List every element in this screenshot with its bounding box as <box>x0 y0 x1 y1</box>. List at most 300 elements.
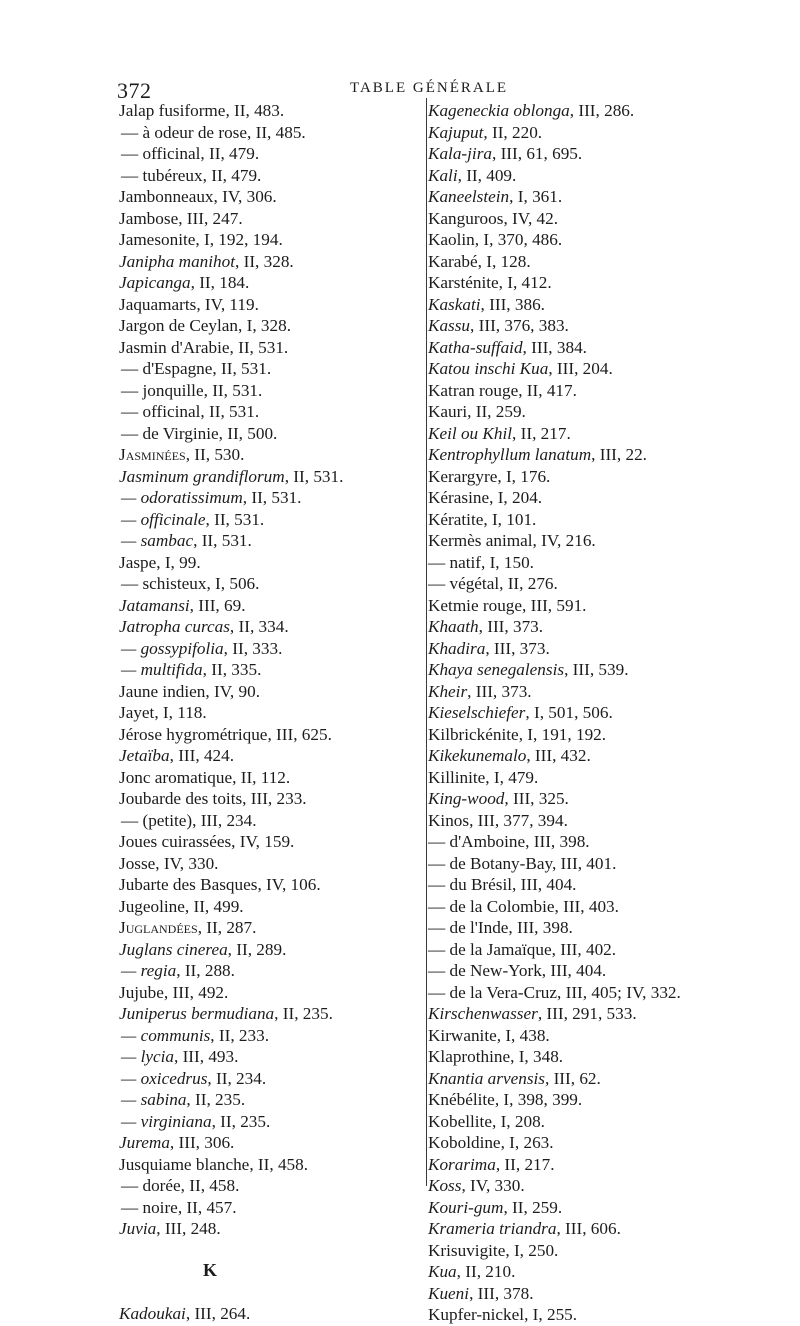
entry-term: Kilbrickénite <box>428 724 519 744</box>
index-entry <box>119 1068 419 1090</box>
index-entry <box>119 1197 419 1219</box>
index-entry <box>119 423 419 445</box>
index-entry <box>119 1132 419 1154</box>
entry-reference: , III, 405; IV, 332. <box>557 982 681 1002</box>
index-entry <box>119 896 419 918</box>
index-entry <box>119 1046 419 1068</box>
index-entry <box>425 1111 755 1133</box>
entry-reference: , II, 417. <box>518 380 577 400</box>
index-entry <box>425 638 755 660</box>
entry-term: — de Botany-Bay <box>428 853 552 873</box>
entry-reference: , I, 438. <box>496 1025 550 1045</box>
entry-term: Kentrophyllum lanatum <box>428 445 592 464</box>
index-entry <box>119 788 419 810</box>
entry-term: — schisteux <box>121 574 207 593</box>
entry-term: — dorée <box>121 1176 181 1195</box>
entry-reference: , II, 288. <box>176 961 235 980</box>
entry-reference: , IV, 119. <box>196 294 259 314</box>
index-entry <box>119 444 419 466</box>
entry-reference: , IV, 216. <box>532 531 596 550</box>
entry-term: Josse <box>119 853 156 873</box>
entry-term: Kaolin <box>428 230 475 249</box>
entry-term: Kheir <box>428 681 468 701</box>
index-entry <box>425 1197 755 1219</box>
entry-term: Kérasine <box>428 488 490 507</box>
entry-term: Kauri <box>428 402 468 421</box>
right-entries <box>425 100 755 1326</box>
index-entry <box>119 831 419 853</box>
entry-term: Kaskati <box>428 294 481 314</box>
index-entry <box>119 745 419 767</box>
entry-term: Kanguroos <box>428 208 504 228</box>
index-entry <box>425 1240 755 1262</box>
index-entry <box>425 1304 755 1326</box>
entry-reference: , II, 333. <box>223 638 283 658</box>
index-entry <box>425 1132 755 1154</box>
entry-term: Kerargyre <box>428 466 498 486</box>
entry-reference: , II, 457. <box>177 1197 237 1217</box>
index-entry <box>425 788 755 810</box>
entry-reference: , II, 531. <box>205 509 265 529</box>
entry-reference: , I, 101. <box>483 509 537 529</box>
entry-term: Katha-suffaid <box>428 337 523 357</box>
index-entry <box>425 1154 755 1176</box>
entry-reference: , II, 500. <box>218 423 278 443</box>
left-entries <box>119 100 419 1240</box>
entry-term: Krisuvigite <box>428 1240 506 1260</box>
index-entry <box>119 616 419 638</box>
index-entry <box>425 100 755 122</box>
entry-reference: , II, 531. <box>212 359 272 378</box>
entry-term: — jonquille <box>121 380 204 400</box>
entry-reference: , IV, 42. <box>503 208 559 228</box>
entry-term: Keil ou Khil <box>428 423 513 443</box>
index-entry <box>425 509 755 531</box>
entry-term: Kadoukai <box>119 1304 186 1323</box>
index-entry <box>425 939 755 961</box>
entry-term: Killinite <box>428 767 486 787</box>
entry-term: — d'Espagne <box>121 359 213 378</box>
entry-reference: , I, 204. <box>489 488 543 507</box>
index-entry <box>425 487 755 509</box>
entry-term: — végétal <box>428 574 500 593</box>
index-entry <box>425 165 755 187</box>
entry-term: Katran rouge <box>428 380 519 400</box>
entry-reference: , III, 625. <box>267 724 332 744</box>
entry-term: Jayet <box>119 703 155 722</box>
entry-term: Jamesonite <box>119 230 196 249</box>
index-entry <box>119 315 419 337</box>
entry-reference: , II, 334. <box>229 617 289 636</box>
entry-term: — du Brésil <box>428 875 513 894</box>
entry-reference: , I, 348. <box>510 1047 564 1066</box>
entry-term: — de la Vera-Cruz <box>428 982 558 1002</box>
entry-reference: , II, 235. <box>211 1111 271 1131</box>
entry-term: Jaspe <box>119 552 157 572</box>
entry-reference: , III, 233. <box>242 789 307 808</box>
index-entry <box>119 552 419 574</box>
index-entry <box>425 681 755 703</box>
entry-term: Ketmie rouge <box>428 595 523 615</box>
index-entry <box>119 595 419 617</box>
index-entry <box>119 466 419 488</box>
index-entry <box>425 1046 755 1068</box>
index-entry <box>425 552 755 574</box>
entry-term: Jambonneaux <box>119 187 214 206</box>
entry-reference: , III, 398. <box>525 832 590 851</box>
entry-reference: , III, 62. <box>544 1068 601 1088</box>
entry-reference: , III, 373. <box>485 638 550 658</box>
entry-reference: , II, 259. <box>503 1197 563 1217</box>
entry-reference: , II, 217. <box>495 1154 555 1174</box>
entry-term: Japicanga <box>119 273 191 292</box>
entry-reference: , II, 458. <box>180 1176 240 1195</box>
entry-reference: , III, 404. <box>541 961 607 980</box>
entry-reference: , I, 501, 506. <box>525 703 613 722</box>
index-entry <box>119 1111 419 1133</box>
index-entry <box>119 853 419 875</box>
index-entry <box>425 530 755 552</box>
index-entry <box>119 530 419 552</box>
entry-term: Jasmin d'Arabie <box>119 337 230 357</box>
index-entry <box>425 466 755 488</box>
index-entry <box>425 1261 755 1283</box>
entry-reference: , III, 373. <box>467 681 532 701</box>
index-entry <box>119 939 419 961</box>
entry-reference: , IV, 159. <box>231 832 295 851</box>
entry-reference: , II, 328. <box>235 251 294 271</box>
index-entry <box>425 1025 755 1047</box>
entry-reference: , II, 479. <box>202 165 262 185</box>
entry-reference: , III, 539. <box>564 660 629 679</box>
index-entry <box>119 681 419 703</box>
entry-reference: , I, 361. <box>509 187 563 206</box>
index-entry <box>425 745 755 767</box>
entry-reference: , I, 398, 399. <box>494 1090 583 1109</box>
index-entry <box>425 444 755 466</box>
entry-reference: , II, 220. <box>483 122 543 142</box>
index-entry <box>119 1154 419 1176</box>
entry-reference: , III, 291, 533. <box>537 1004 637 1023</box>
entry-term: Jatamansi <box>119 595 190 615</box>
entry-term: Kouri-gum <box>428 1197 504 1217</box>
entry-term: Jujube <box>119 982 164 1002</box>
entry-reference: , III, 398. <box>508 918 573 937</box>
entry-reference: , III, 61, 695. <box>491 144 583 163</box>
entry-reference: , II, 112. <box>232 767 291 787</box>
entry-term: Kermès animal <box>428 531 533 550</box>
entry-term: Kaneelstein <box>428 187 510 206</box>
index-entry <box>425 1003 755 1025</box>
entry-reference: , III, 234. <box>192 810 257 830</box>
index-entry <box>425 122 755 144</box>
entry-term: Khadira <box>428 638 486 658</box>
entry-term: Kieselschiefer <box>428 703 526 722</box>
entry-reference: , II, 531. <box>229 337 289 357</box>
entry-reference: , II, 531. <box>242 488 302 507</box>
entry-reference: , III, 69. <box>189 595 246 615</box>
entry-reference: , I, 479. <box>485 767 539 787</box>
entry-term: Kinos <box>428 810 470 830</box>
entry-term: — d'Amboine <box>428 832 526 851</box>
entry-term: Jubarte des Basques <box>119 875 258 894</box>
entry-term: Jérose hygrométrique <box>119 724 268 744</box>
entry-term: Jargon de Ceylan <box>119 316 239 335</box>
entry-reference: , III, 264. <box>185 1304 251 1323</box>
entry-reference: , II, 235. <box>274 1004 333 1023</box>
index-entry <box>425 616 755 638</box>
entry-term: Jasminum grandiflorum <box>119 466 285 486</box>
index-entry <box>119 122 419 144</box>
entry-term: Kageneckia oblonga <box>428 101 570 120</box>
entry-reference: , III, 384. <box>522 337 587 357</box>
entry-term: — multifida <box>121 660 203 679</box>
index-entry <box>119 143 419 165</box>
index-entry <box>425 874 755 896</box>
entry-reference: , II, 479. <box>200 144 260 163</box>
entry-term: Kirwanite <box>428 1025 497 1045</box>
entry-reference: , III, 376, 383. <box>470 316 569 335</box>
entry-reference: , II, 234. <box>207 1068 267 1088</box>
entry-reference: , II, 499. <box>184 896 244 916</box>
index-entry <box>119 917 419 939</box>
index-entry <box>119 1175 419 1197</box>
index-entry <box>425 251 755 273</box>
left-column <box>119 100 419 1325</box>
entry-term: Khaya senegalensis <box>428 660 565 679</box>
entry-term: Jatropha curcas <box>119 617 230 636</box>
entry-reference: , I, 118. <box>154 703 207 722</box>
entry-term: — sambac <box>121 531 194 550</box>
index-entry <box>425 186 755 208</box>
entry-reference: , II, 184. <box>190 273 250 292</box>
entry-reference: , III, 248. <box>156 1219 221 1238</box>
entry-reference: , II, 531. <box>200 402 260 421</box>
index-entry <box>425 380 755 402</box>
index-entry <box>119 487 419 509</box>
index-entry <box>119 401 419 423</box>
entry-reference: , III, 492. <box>163 982 229 1002</box>
entry-term: — sabina <box>121 1090 187 1109</box>
entry-term: Jurema <box>119 1133 170 1152</box>
index-entry <box>119 229 419 251</box>
entry-reference: , III, 404. <box>512 875 577 894</box>
index-entry <box>119 874 419 896</box>
entry-reference: , II, 233. <box>210 1025 269 1045</box>
entry-reference: , II, 458. <box>249 1154 309 1174</box>
entry-reference: , II, 531. <box>284 466 344 486</box>
entry-reference: , III, 401. <box>551 853 617 873</box>
entry-term: Khaath <box>428 617 479 636</box>
entry-term: Jonc aromatique <box>119 767 233 787</box>
entry-reference: , II, 530. <box>185 445 245 464</box>
index-entry <box>119 337 419 359</box>
left-entries-after-letter <box>119 1303 419 1325</box>
entry-reference: , II, 335. <box>202 660 262 679</box>
entry-reference: , III, 306. <box>169 1133 235 1152</box>
index-entry <box>425 917 755 939</box>
entry-reference: , III, 204. <box>548 359 613 378</box>
entry-term: Kikekunemalo <box>428 746 527 765</box>
entry-term: Joubarde des toits <box>119 789 243 808</box>
entry-term: Kali <box>428 165 458 185</box>
entry-reference: , III, 432. <box>526 746 591 765</box>
entry-term: Jaquamarts <box>119 294 197 314</box>
entry-reference: , I, 128. <box>477 251 531 271</box>
entry-reference: , I, 255. <box>524 1305 578 1324</box>
entry-term: Janipha manihot <box>119 251 236 271</box>
entry-reference: , I, 99. <box>156 552 201 572</box>
index-entry <box>119 380 419 402</box>
index-entry <box>119 724 419 746</box>
section-letter: K <box>202 1259 217 1280</box>
entry-reference: , I, 150. <box>480 552 534 572</box>
index-entry <box>425 853 755 875</box>
entry-reference: , II, 210. <box>456 1262 516 1281</box>
index-entry <box>425 810 755 832</box>
entry-reference: , III, 386. <box>480 294 545 314</box>
index-entry <box>425 1218 755 1240</box>
entry-term: Joues cuirassées <box>119 832 232 851</box>
entry-term: — lycia <box>121 1047 174 1066</box>
entry-term: — à odeur de rose <box>121 122 247 142</box>
entry-term: Jambose <box>119 208 179 228</box>
entry-reference: , III, 22. <box>591 445 647 464</box>
index-entry <box>119 208 419 230</box>
entry-reference: , III, 378. <box>469 1283 534 1303</box>
entry-reference: , I, 192, 194. <box>195 230 283 249</box>
index-entry <box>425 294 755 316</box>
index-entry <box>119 272 419 294</box>
index-entry <box>425 208 755 230</box>
entry-reference: , III, 591. <box>522 595 587 615</box>
entry-term: Jusquiame blanche <box>119 1154 250 1174</box>
index-entry <box>119 358 419 380</box>
entry-reference: , I, 191, 192. <box>518 724 607 744</box>
entry-reference: , III, 403. <box>554 896 619 916</box>
entry-term: Katou inschi Kua <box>428 359 549 378</box>
entry-reference: , III, 247. <box>178 208 243 228</box>
index-entry <box>425 831 755 853</box>
entry-reference: , I, 412. <box>498 273 552 292</box>
entry-term: Kua <box>428 1262 457 1281</box>
index-entry <box>119 165 419 187</box>
entry-term: Knébélite <box>428 1090 495 1109</box>
entry-term: — de New-York <box>428 961 542 980</box>
entry-term: Koss <box>428 1176 462 1195</box>
entry-reference: , I, 370, 486. <box>474 230 563 249</box>
entry-reference: , II, 276. <box>499 574 558 593</box>
index-entry <box>119 1025 419 1047</box>
entry-term: — officinale <box>121 509 206 529</box>
entry-reference: , I, 328. <box>238 316 292 335</box>
index-entry <box>425 960 755 982</box>
page-number: 372 <box>117 78 152 103</box>
index-entry <box>425 982 755 1004</box>
index-entry <box>119 100 419 122</box>
entry-reference: , II, 289. <box>227 939 287 959</box>
index-entry <box>425 595 755 617</box>
index-entry <box>425 401 755 423</box>
entry-term: Kala-jira <box>428 144 492 163</box>
entry-reference: , IV, 106. <box>257 875 321 894</box>
index-entry <box>119 702 419 724</box>
running-head: TABLE GÉNÉRALE <box>350 80 509 96</box>
entry-term: — communis <box>121 1025 211 1045</box>
entry-reference: , II, 217. <box>512 423 571 443</box>
entry-reference: , II, 531. <box>203 380 263 400</box>
index-entry <box>119 1003 419 1025</box>
index-entry <box>425 1068 755 1090</box>
entry-term: — regia <box>121 961 177 980</box>
entry-reference: , II, 287. <box>197 918 257 937</box>
entry-reference: , II, 485. <box>247 122 306 142</box>
index-entry <box>425 1089 755 1111</box>
index-entry <box>425 315 755 337</box>
entry-reference: , I, 176. <box>497 466 551 486</box>
entry-term: Karsténite <box>428 273 499 292</box>
entry-reference: , I, 263. <box>500 1133 554 1152</box>
entry-term: Juglans cinerea <box>119 939 228 959</box>
entry-reference: , III, 424. <box>169 746 235 765</box>
entry-reference: , II, 483. <box>225 101 285 120</box>
index-entry <box>425 423 755 445</box>
entry-term: Kirschenwasser <box>428 1004 538 1023</box>
index-entry <box>119 186 419 208</box>
index-entry <box>425 143 755 165</box>
index-entry <box>119 509 419 531</box>
entry-term: — de la Jamaïque <box>428 939 552 959</box>
entry-reference: , IV, 330. <box>461 1176 525 1195</box>
index-entry <box>119 1218 419 1240</box>
entry-reference: , II, 531. <box>193 531 252 550</box>
entry-reference: , III, 377, 394. <box>469 810 568 830</box>
index-entry <box>119 810 419 832</box>
entry-term: — oxicedrus <box>121 1068 208 1088</box>
index-entry <box>425 272 755 294</box>
index-entry <box>425 702 755 724</box>
index-entry <box>119 573 419 595</box>
index-entry <box>119 659 419 681</box>
entry-term: — (petite) <box>121 810 193 830</box>
entry-term: Kassu <box>428 316 471 335</box>
entry-reference: , I, 208. <box>491 1111 545 1131</box>
entry-reference: , II, 235. <box>186 1090 246 1109</box>
index-entry <box>119 251 419 273</box>
entry-term: — gossypifolia <box>121 638 224 658</box>
entry-term: — de Virginie <box>121 423 219 443</box>
index-entry <box>425 1175 755 1197</box>
index-entry <box>119 294 419 316</box>
entry-reference: , III, 402. <box>551 939 617 959</box>
index-entry <box>119 1089 419 1111</box>
entry-term: Jaune indien <box>119 681 206 701</box>
entry-reference: , III, 373. <box>478 617 544 636</box>
index-entry <box>119 638 419 660</box>
entry-term: King-wood <box>428 789 505 808</box>
entry-term: Kueni <box>428 1283 470 1303</box>
entry-term: — officinal <box>121 144 201 163</box>
entry-term: Knantia arvensis <box>428 1068 545 1088</box>
entry-term: Jasminées <box>119 445 186 464</box>
index-entry <box>425 229 755 251</box>
entry-term: — de l'Inde <box>428 918 509 937</box>
entry-term: Korarima <box>428 1154 496 1174</box>
entry-term: — de la Colombie <box>428 896 555 916</box>
entry-reference: , III, 325. <box>504 789 569 808</box>
entry-reference: , I, 250. <box>505 1240 559 1260</box>
index-entry <box>425 896 755 918</box>
